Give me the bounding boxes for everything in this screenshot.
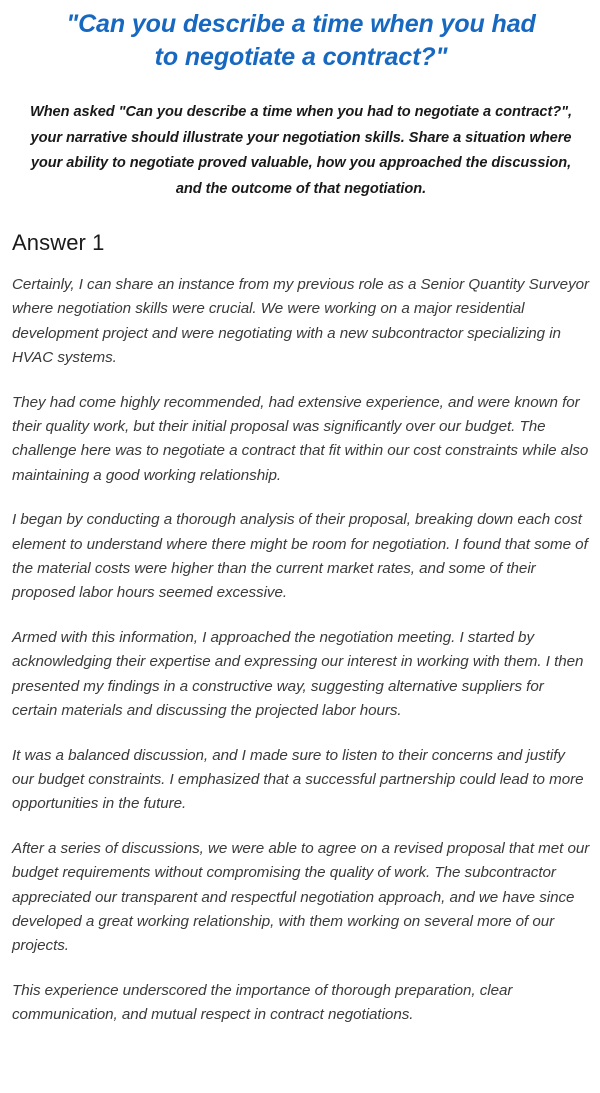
body-paragraph: They had come highly recommended, had extensive experience, and were known for their quality work, but their initial proposal was significantly over our budget. The challenge here was to negotiate a contract that fit within our cost constraints while also maintaining a good working relationship. [12,393,589,484]
intro-paragraph: When asked "Can you describe a time when you had to negotiate a contract?", your narrative should illustrate your negotiation skills. Share a situation where your ability to negotiate proved valuable, how you approached the discussion, and the outcome of that negotiation. [29,104,573,197]
body-paragraph: Armed with this information, I approached the negotiation meeting. I started by acknowledging their expertise and expressing our interest in working with them. I then presented my findings in a constructive way, suggesting alternative suppliers for certain materials and discussing the projected labor hours. [12,628,584,720]
page-title-line-1: "Can you describe a time when you had [66,10,536,38]
answer-heading: Answer 1 [12,230,105,255]
body-paragraph: Certainly, I can share an instance from my previous role as a Senior Quantity Surveyor where negotiation skills were crucial. We were working on a major residential development project and were negotiating with a new subcontractor specializing in HVAC systems. [12,276,590,367]
page-title-line-2: to negotiate a contract?" [154,43,448,71]
body-paragraph: After a series of discussions, we were able to agree on a revised proposal that met our budget requirements without compromising the quality of work. The subcontractor appreciated our transparent and respectful negotiation approach, and we have since developed a great working relationship, with them working on several more of our projects. [12,839,590,955]
body-paragraph: I began by conducting a thorough analysis of their proposal, breaking down each cost element to understand where there might be room for negotiation. I found that some of the material costs were higher than the current market rates, and some of their proposed labor hours seemed excessive. [12,511,588,602]
body-paragraph: It was a balanced discussion, and I made sure to listen to their concerns and justify our budget constraints. I emphasized that a successful partnership could lead to more opportunities in the future. [12,746,584,813]
answer-body [12,273,590,1028]
body-paragraph: This experience underscored the importance of thorough preparation, clear communication, and mutual respect in contract negotiations. [12,981,513,1024]
page-title [12,0,590,74]
